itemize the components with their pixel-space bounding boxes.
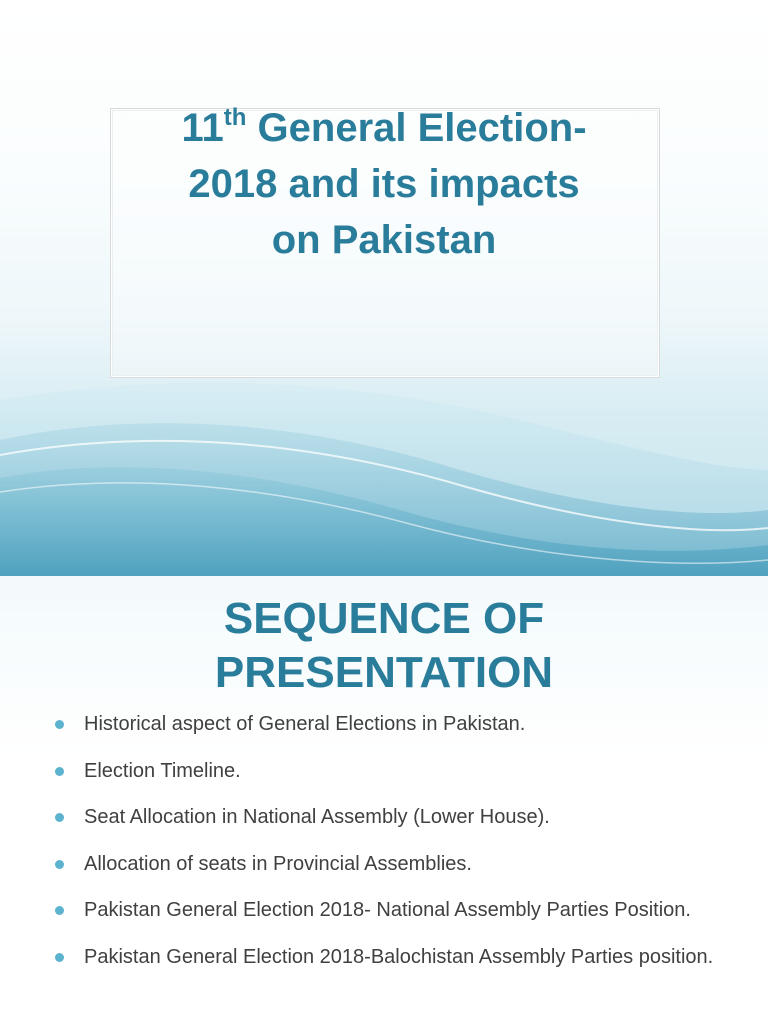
bullet-icon [55, 953, 64, 962]
list-item-text: Election Timeline. [84, 759, 241, 782]
list-item [52, 852, 722, 877]
slide-heading [0, 592, 768, 700]
bullet-icon [55, 860, 64, 869]
heading-line2: PRESENTATION [214, 648, 554, 697]
list-item-text: Historical aspect of General Elections in Pakistan. [84, 713, 526, 735]
heading-line1: SEQUENCE OF [223, 594, 545, 643]
bullet-icon [55, 720, 64, 729]
list-item-text: Pakistan General Election 2018- National Assembly Parties Position. [84, 899, 691, 921]
bullet-list [52, 712, 722, 991]
list-item [52, 759, 722, 784]
list-item-text: Seat Allocation in National Assembly (Lower House). [84, 806, 550, 828]
title-line3: on Pakistan [271, 218, 497, 262]
list-item-text: Allocation of seats in Provincial Assemblies. [84, 852, 472, 875]
title-ordinal-number: 11 [181, 106, 224, 150]
list-item [52, 712, 722, 737]
list-item [52, 805, 722, 830]
list-item [52, 898, 722, 923]
title-ordinal-suffix: th [223, 103, 247, 131]
slide-title [110, 100, 658, 268]
bullet-icon [55, 906, 64, 915]
list-item [52, 945, 722, 970]
title-line2: 2018 and its impacts [188, 162, 580, 206]
bullet-icon [55, 767, 64, 776]
agenda-slide [0, 576, 768, 1024]
list-item-text: Pakistan General Election 2018-Balochistan Assembly Parties position. [84, 945, 714, 968]
bullet-icon [55, 813, 64, 822]
title-line1-rest: General Election- [246, 106, 587, 150]
